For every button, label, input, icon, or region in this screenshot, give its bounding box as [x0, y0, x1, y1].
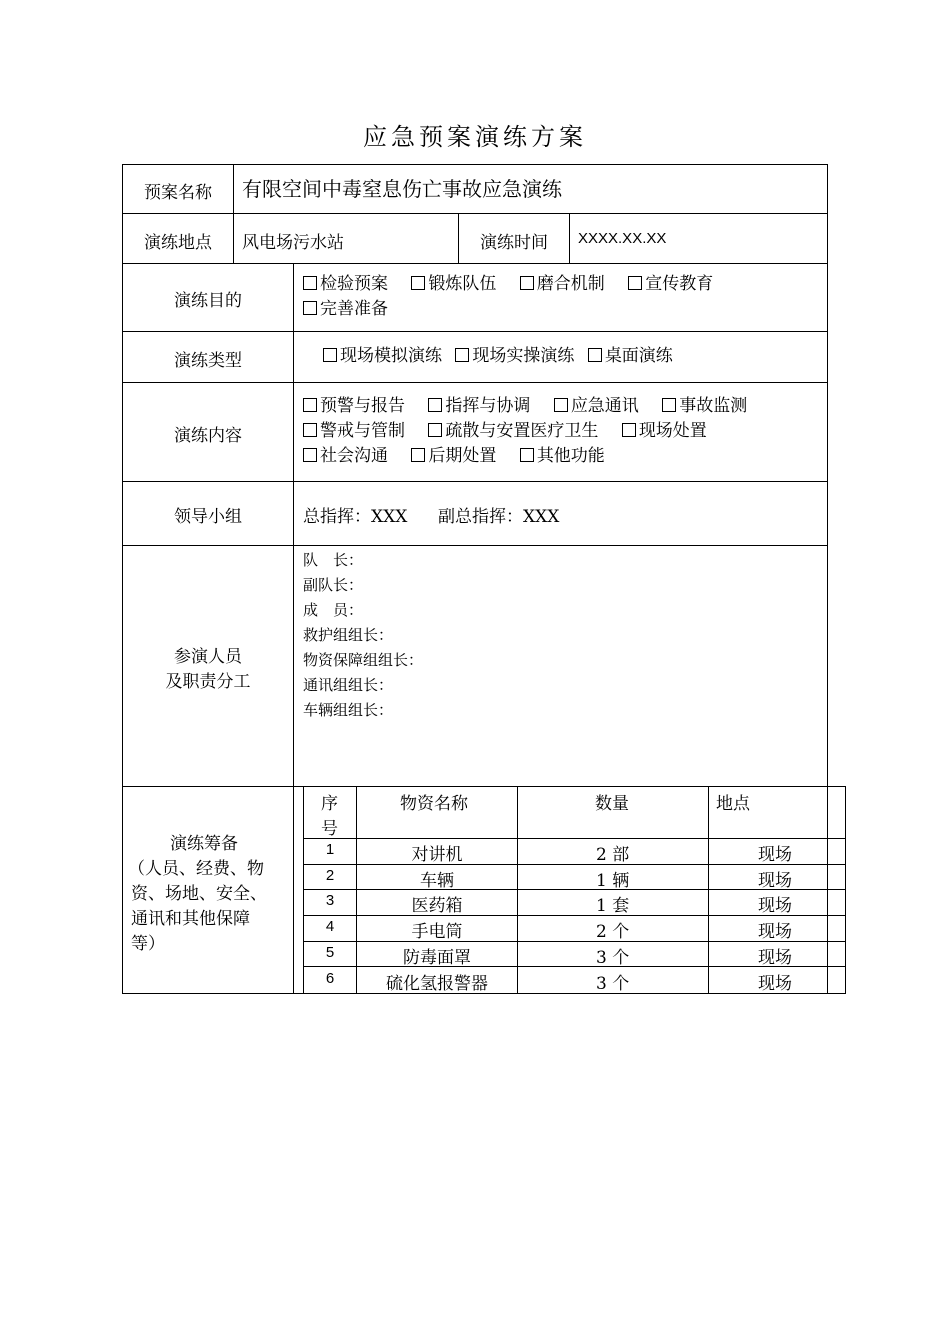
type-option[interactable]: 现场实操演练: [455, 346, 574, 366]
staff-role: 通讯组组长：: [303, 676, 394, 694]
supplies-col-divider: [303, 786, 304, 994]
staff-role: 队 长：: [303, 551, 364, 569]
checkbox-icon[interactable]: [411, 448, 425, 462]
row-divider: [122, 382, 828, 383]
row-place: 现场: [758, 922, 792, 942]
plan-name-label: 预案名称: [144, 183, 212, 203]
checkbox-icon[interactable]: [411, 276, 425, 290]
prep-label-line: （人员、经费、物: [128, 859, 264, 879]
type-option[interactable]: 桌面演练: [588, 346, 673, 366]
leaders-deputy: 副总指挥：XXX: [438, 507, 560, 527]
row-divider: [122, 331, 828, 332]
row-name: 车辆: [420, 871, 454, 891]
checkbox-icon[interactable]: [520, 276, 534, 290]
staff-roles: [303, 548, 423, 723]
checkbox-icon[interactable]: [303, 423, 317, 437]
purpose-options: [303, 272, 823, 322]
row-divider: [122, 481, 828, 482]
row-name: 医药箱: [411, 896, 463, 916]
checkbox-icon[interactable]: [455, 348, 469, 362]
staff-label-line2: 及职责分工: [165, 672, 251, 692]
type-options: [323, 344, 823, 369]
type-label: 演练类型: [174, 351, 242, 371]
header-seq-2: 号: [321, 819, 338, 839]
row-divider: [122, 545, 828, 546]
staff-role: 副队长：: [303, 576, 364, 594]
checkbox-icon[interactable]: [628, 276, 642, 290]
content-option[interactable]: 预警与报告: [303, 396, 405, 416]
supplies-row-divider: [303, 838, 846, 839]
checkbox-icon[interactable]: [303, 301, 317, 315]
row-place: 现场: [758, 948, 792, 968]
plan-name-value: 有限空间中毒窒息伤亡事故应急演练: [242, 177, 562, 201]
checkbox-icon[interactable]: [588, 348, 602, 362]
checkbox-icon[interactable]: [622, 423, 636, 437]
row-divider: [122, 263, 828, 264]
row-divider: [122, 786, 846, 787]
leaders-commander: 总指挥：XXX: [303, 507, 408, 527]
checkbox-icon[interactable]: [520, 448, 534, 462]
row-seq: 5: [325, 944, 335, 961]
col-divider: [569, 213, 570, 264]
content-label: 演练内容: [174, 426, 242, 446]
content-options: [303, 394, 823, 469]
row-place: 现场: [758, 896, 792, 916]
row-name: 硫化氢报警器: [386, 974, 488, 994]
prep-label-line: 通讯和其他保障: [131, 909, 250, 929]
col-divider: [233, 164, 234, 264]
row-qty: 2 个: [596, 922, 630, 942]
content-option[interactable]: 后期处置: [411, 446, 496, 466]
supplies-col-divider: [517, 786, 518, 994]
content-option[interactable]: 事故监测: [662, 396, 747, 416]
supplies-col-divider: [827, 786, 828, 994]
row-qty: 2 部: [596, 845, 630, 865]
purpose-option[interactable]: 锻炼队伍: [411, 274, 496, 294]
content-option[interactable]: 疏散与安置医疗卫生: [428, 421, 598, 441]
checkbox-icon[interactable]: [323, 348, 337, 362]
header-seq-1: 序: [321, 794, 338, 814]
time-value: XXXX.XX.XX: [578, 230, 667, 247]
staff-label-line1: 参演人员: [174, 647, 242, 667]
row-name: 手电筒: [411, 922, 463, 942]
row-divider: [122, 213, 828, 214]
content-option[interactable]: 社会沟通: [303, 446, 388, 466]
checkbox-icon[interactable]: [554, 398, 568, 412]
row-seq: 3: [325, 892, 335, 909]
location-label: 演练地点: [144, 233, 212, 253]
row-name: 防毒面罩: [403, 948, 471, 968]
purpose-option[interactable]: 磨合机制: [520, 274, 605, 294]
header-qty: 数量: [595, 794, 629, 814]
row-place: 现场: [758, 974, 792, 994]
content-option[interactable]: 指挥与协调: [428, 396, 530, 416]
staff-role: 物资保障组组长：: [303, 651, 424, 669]
checkbox-icon[interactable]: [428, 423, 442, 437]
prep-label-line: 资、场地、安全、: [131, 884, 267, 904]
checkbox-icon[interactable]: [303, 398, 317, 412]
content-option[interactable]: 现场处置: [622, 421, 707, 441]
row-name: 对讲机: [411, 845, 463, 865]
checkbox-icon[interactable]: [303, 448, 317, 462]
supplies-col-divider: [845, 786, 846, 994]
leaders-label: 领导小组: [174, 507, 242, 527]
type-option[interactable]: 现场模拟演练: [323, 346, 442, 366]
row-place: 现场: [758, 845, 792, 865]
row-place: 现场: [758, 871, 792, 891]
page-title: 应急预案演练方案: [363, 123, 587, 151]
row-qty: 1 辆: [596, 871, 630, 891]
staff-role: 车辆组组长：: [303, 701, 394, 719]
content-option[interactable]: 警戒与管制: [303, 421, 405, 441]
staff-role: 成 员：: [303, 601, 364, 619]
col-divider: [293, 263, 294, 994]
header-place: 地点: [716, 794, 750, 814]
content-option[interactable]: 其他功能: [520, 446, 605, 466]
prep-label-line: 等）: [131, 934, 165, 954]
row-qty: 1 套: [596, 896, 630, 916]
row-seq: 1: [325, 841, 335, 858]
header-name: 物资名称: [400, 794, 468, 814]
content-option[interactable]: 应急通讯: [554, 396, 639, 416]
location-value: 风电场污水站: [242, 233, 344, 253]
row-qty: 3 个: [596, 974, 630, 994]
row-qty: 3 个: [596, 948, 630, 968]
time-label: 演练时间: [480, 233, 548, 253]
row-seq: 2: [325, 867, 335, 884]
purpose-option[interactable]: 宣传教育: [628, 274, 713, 294]
supplies-col-divider: [708, 786, 709, 994]
checkbox-icon[interactable]: [428, 398, 442, 412]
table-border-top: [122, 164, 828, 165]
purpose-option[interactable]: 完善准备: [303, 299, 388, 319]
purpose-label: 演练目的: [174, 291, 242, 311]
purpose-option[interactable]: 检验预案: [303, 274, 388, 294]
row-seq: 6: [325, 970, 335, 987]
table-border-right: [827, 164, 828, 787]
checkbox-icon[interactable]: [303, 276, 317, 290]
staff-role: 救护组组长：: [303, 626, 394, 644]
row-seq: 4: [325, 918, 335, 935]
prep-label-line: 演练筹备: [170, 834, 238, 854]
checkbox-icon[interactable]: [662, 398, 676, 412]
